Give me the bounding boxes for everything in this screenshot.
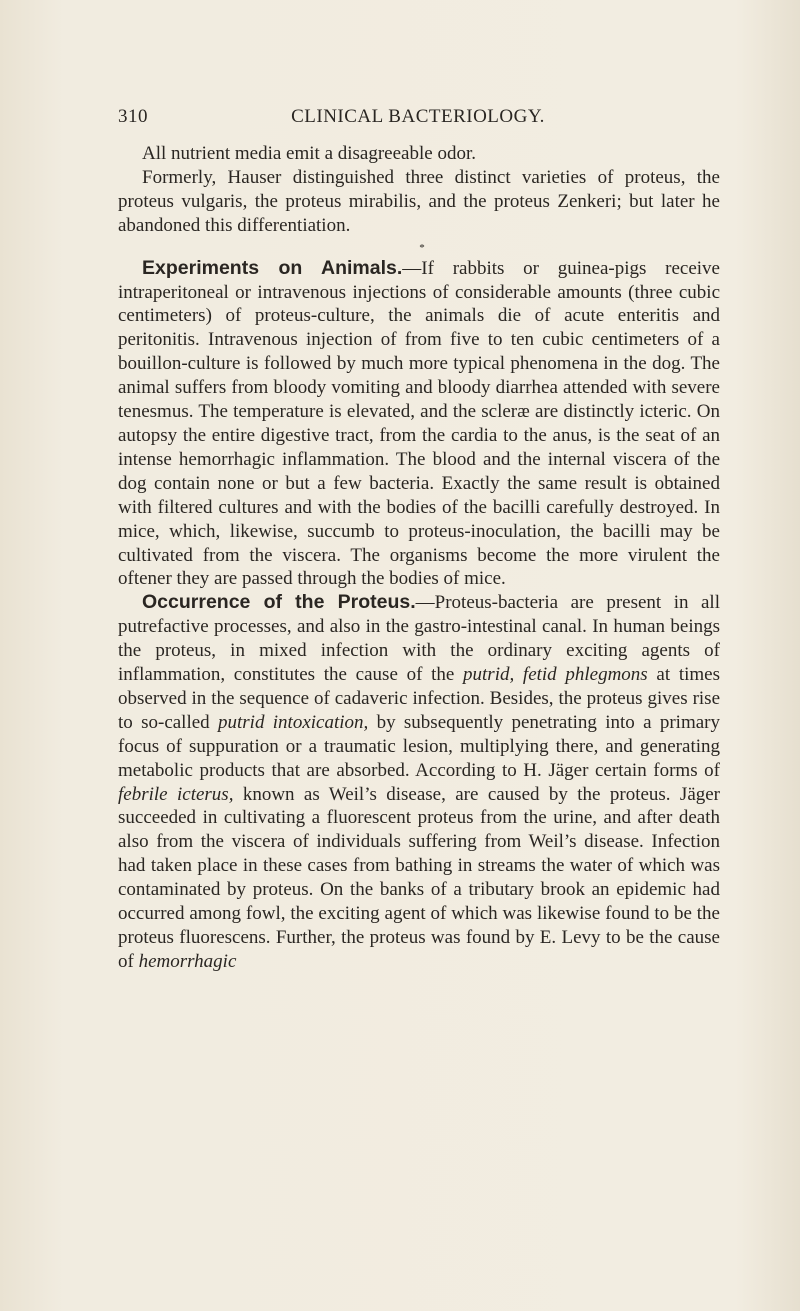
experiments-text: —If rabbits or guinea-pigs receive intraperitoneal or intravenous injections of considerable amounts (three cubic centimeters) of proteus-culture, the animals die of acute enteritis and peritonitis. Intravenous injection of from five to ten cubic centimeters of a bouillon-culture is followed by much more typical phenomena in the dog. The animal suffers from bloody vomiting and bloody diarrhea attended with severe tenesmus. The temperature is elevated, and the scleræ are distinctly icteric. On autopsy the entire digestive tract, from the cardia to the anus, is the seat of an intense hemorrhagic inflammation. The blood and the internal viscera of the dog contain none or but a few bacteria. Exactly the same result is obtained with filtered cultures and with the bodies of the bacilli carefully destroyed. In mice, which, likewise, succumb to proteus-inoculation, the bacilli may be cultivated from the viscera. The organisms become the more virulent the oftener they are passed through the bodies of mice. [118, 257, 720, 590]
paragraph-occurrence [118, 591, 720, 974]
occurrence-text-2: at times observed in the sequence of cadaveric infection. Besides, the proteus gives rise to so-called [118, 664, 720, 733]
heading-experiments: Experiments on Animals. [142, 256, 403, 279]
page-number: 310 [118, 106, 148, 127]
page-header [118, 106, 718, 132]
section-ornament: * [419, 241, 425, 254]
paragraph-odor: All nutrient media emit a disagreeable odor. [142, 143, 476, 164]
term-hemorrhagic: hemorrhagic [138, 950, 237, 972]
occurrence-text-1: —Proteus-bacteria are present in all putrefactive processes, and also in the gastro-intestinal canal. In human beings the proteus, in mixed infection with the ordinary exciting agents of inflammation, constitutes the cause of the [118, 592, 720, 686]
paragraph-experiments [118, 257, 720, 592]
running-head: CLINICAL BACTERIOLOGY. [291, 106, 545, 127]
term-putrid-phlegmons: putrid, fetid phlegmons [463, 664, 648, 686]
occurrence-text-4: known as Weil’s disease, are caused by the proteus. Jäger succeeded in cultivating a fluorescent proteus from the urine, and after death also from the viscera of individuals suffering from Weil’s disease. Infection had taken place in these cases from bathing in streams the water of which was contaminated by proteus. On the banks of a tributary brook an epidemic had occurred among fowl, the exciting agent of which was likewise found to be the proteus fluorescens. Further, the proteus was found by E. Levy to be the cause of [118, 783, 721, 972]
term-putrid-intoxication: putrid intoxication, [218, 711, 369, 733]
body-text [118, 142, 720, 974]
term-febrile-icterus: febrile icterus, [118, 783, 234, 805]
occurrence-text-3: by subsequently penetrating into a primary focus of suppuration or a traumatic lesion, multiplying there, and generating metabolic products that are absorbed. According to H. Jäger certain forms of [118, 711, 720, 781]
paragraph-varieties: Formerly, Hauser distinguished three distinct varieties of proteus, the proteus vulgaris, the proteus mirabilis, and the proteus Zenkeri; but later he abandoned this differentiation. [118, 166, 720, 236]
heading-occurrence: Occurrence of the Proteus. [142, 591, 416, 614]
